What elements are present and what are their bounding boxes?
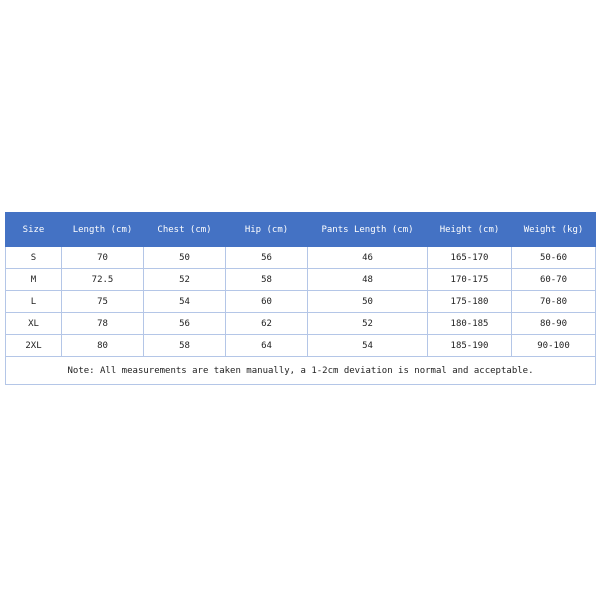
cell-weight: 60-70 [512, 269, 596, 291]
cell-pants-length: 48 [308, 269, 428, 291]
cell-pants-length: 52 [308, 313, 428, 335]
cell-hip: 62 [226, 313, 308, 335]
cell-chest: 52 [144, 269, 226, 291]
cell-height: 175-180 [428, 291, 512, 313]
cell-weight: 70-80 [512, 291, 596, 313]
cell-weight: 50-60 [512, 247, 596, 269]
cell-height: 165-170 [428, 247, 512, 269]
cell-chest: 50 [144, 247, 226, 269]
table-row [6, 291, 596, 313]
header-height: Height (cm) [428, 213, 512, 247]
header-hip: Hip (cm) [226, 213, 308, 247]
cell-weight: 90-100 [512, 335, 596, 357]
cell-chest: 56 [144, 313, 226, 335]
cell-height: 180-185 [428, 313, 512, 335]
cell-hip: 58 [226, 269, 308, 291]
cell-weight: 80-90 [512, 313, 596, 335]
cell-pants-length: 54 [308, 335, 428, 357]
cell-length: 72.5 [62, 269, 144, 291]
cell-size: L [6, 291, 62, 313]
header-chest: Chest (cm) [144, 213, 226, 247]
cell-hip: 56 [226, 247, 308, 269]
cell-height: 170-175 [428, 269, 512, 291]
cell-length: 80 [62, 335, 144, 357]
cell-hip: 60 [226, 291, 308, 313]
table-header-row [6, 213, 596, 247]
note-row [6, 357, 596, 385]
cell-pants-length: 50 [308, 291, 428, 313]
cell-length: 75 [62, 291, 144, 313]
cell-length: 70 [62, 247, 144, 269]
table-row [6, 269, 596, 291]
cell-hip: 64 [226, 335, 308, 357]
header-length: Length (cm) [62, 213, 144, 247]
header-size: Size [6, 213, 62, 247]
cell-chest: 54 [144, 291, 226, 313]
cell-height: 185-190 [428, 335, 512, 357]
table-row [6, 247, 596, 269]
size-chart-table [5, 212, 596, 385]
cell-pants-length: 46 [308, 247, 428, 269]
cell-size: S [6, 247, 62, 269]
header-pants-length: Pants Length (cm) [308, 213, 428, 247]
measurement-note: Note: All measurements are taken manually, a 1-2cm deviation is normal and acceptable. [6, 357, 596, 385]
cell-size: XL [6, 313, 62, 335]
table-row [6, 313, 596, 335]
cell-size: M [6, 269, 62, 291]
cell-length: 78 [62, 313, 144, 335]
header-weight: Weight (kg) [512, 213, 596, 247]
cell-size: 2XL [6, 335, 62, 357]
cell-chest: 58 [144, 335, 226, 357]
table-row [6, 335, 596, 357]
